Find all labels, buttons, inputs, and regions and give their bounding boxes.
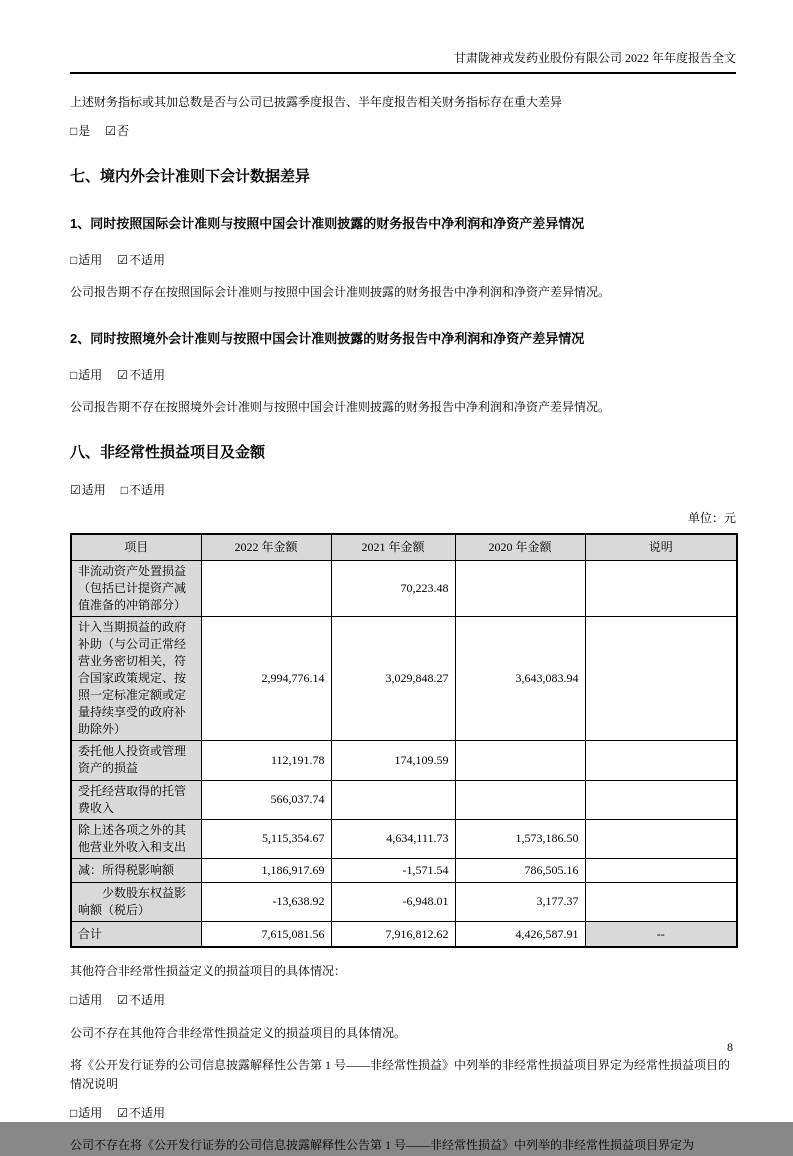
checkbox-label: 适用 — [78, 993, 103, 1008]
announcement-definition-text: 将《公开发行证券的公司信息披露解释性公告第 1 号——非经常性损益》中列举的非经常性损益项目界定为经常性损益项目的情况说明 — [70, 1057, 731, 1092]
value-cell-2020: 3,177.37 — [455, 882, 585, 921]
section-7-2-title: 2、同时按照境外会计准则与按照中国会计准则披露的财务报告中净利润和净资产差异情况 — [70, 331, 585, 347]
value-cell-2021: 70,223.48 — [331, 560, 455, 616]
checkbox-group-overseas-standards — [70, 366, 736, 385]
section-8-title: 八、非经常性损益项目及金额 — [70, 444, 266, 462]
table-row-disposal-gains — [71, 560, 737, 616]
value-cell-2022: 112,191.78 — [201, 740, 331, 780]
other-items-statement-text: 公司不存在其他符合非经常性损益定义的损益项目的具体情况。 — [70, 1025, 407, 1040]
checkbox-label: 不适用 — [129, 993, 166, 1008]
section-7-1-body: 公司报告期不存在按照国际会计准则与按照中国会计准则披露的财务报告中净利润和净资产差异情况。 — [70, 284, 611, 299]
document-header-title: 甘肃陇神戎发药业股份有限公司 2022 年年度报告全文 — [453, 51, 736, 65]
checkbox-unchecked-icon: □ — [70, 124, 78, 139]
pre-question-text: 上述财务指标或其加总数是否与公司已披露季度报告、半年度报告相关财务指标存在重大差异 — [70, 95, 563, 109]
checkbox-label: 否 — [117, 124, 130, 139]
note-cell-total: -- — [585, 921, 737, 947]
value-cell-2021: 7,916,812.62 — [331, 921, 455, 947]
checkbox-label: 适用 — [81, 482, 106, 497]
row-label-cell: 少数股东权益影响额（税后） — [71, 882, 201, 921]
checkbox-label: 适用 — [78, 368, 103, 383]
checkbox-option-applicable — [70, 253, 102, 267]
value-cell-2020 — [455, 780, 585, 819]
column-header-note: 说明 — [585, 534, 737, 560]
checkbox-label: 不适用 — [129, 368, 166, 383]
column-header-2022: 2022 年金额 — [201, 534, 331, 560]
checkbox-checked-icon: ☑ — [117, 993, 129, 1008]
row-label-cell: 非流动资产处置损益（包括已计提资产减值准备的冲销部分） — [71, 560, 201, 616]
checkbox-option-not-applicable — [117, 1106, 165, 1120]
table-row-custody-income — [71, 780, 737, 819]
checkbox-unchecked-icon: □ — [70, 368, 78, 383]
value-cell-2021: -1,571.54 — [331, 858, 455, 882]
checkbox-option-not-applicable — [117, 253, 165, 267]
announcement-statement-text: 公司不存在将《公开发行证券的公司信息披露解释性公告第 1 号——非经常性损益》中列举的非经常性损益项目界定为 — [70, 1138, 695, 1153]
checkbox-checked-icon: ☑ — [117, 368, 129, 383]
checkbox-option-not-applicable — [117, 993, 165, 1007]
note-cell — [585, 780, 737, 819]
value-cell-2021: 3,029,848.27 — [331, 616, 455, 740]
section-7-1-title: 1、同时按照国际会计准则与按照中国会计准则披露的财务报告中净利润和净资产差异情况 — [70, 215, 585, 231]
checkbox-checked-icon: ☑ — [105, 124, 117, 139]
section-7-title: 七、境内外会计准则下会计数据差异 — [70, 168, 311, 186]
note-cell — [585, 882, 737, 921]
page-number: 8 — [727, 1040, 733, 1054]
non-recurring-items-table — [70, 533, 738, 948]
table-row-entrusted-investment — [71, 740, 737, 780]
row-label-cell: 减：所得税影响额 — [71, 858, 201, 882]
note-cell — [585, 616, 737, 740]
checkbox-option-not-applicable — [117, 368, 165, 382]
value-cell-2022: -13,638.92 — [201, 882, 331, 921]
column-header-2020: 2020 年金额 — [455, 534, 585, 560]
table-row-income-tax-effect — [71, 858, 737, 882]
row-label-cell-total: 合计 — [71, 921, 201, 947]
section-7-2-body: 公司报告期不存在按照境外会计准则与按照中国会计准则披露的财务报告中净利润和净资产差异情况。 — [70, 400, 611, 415]
row-label-cell: 除上述各项之外的其他营业外收入和支出 — [71, 819, 201, 858]
header-divider — [70, 72, 736, 74]
note-cell — [585, 740, 737, 780]
note-cell — [585, 819, 737, 858]
checkbox-unchecked-icon: □ — [70, 1106, 78, 1121]
checkbox-unchecked-icon: □ — [70, 252, 78, 267]
value-cell-2021 — [331, 780, 455, 819]
checkbox-option-applicable — [70, 993, 102, 1007]
value-cell-2020: 3,643,083.94 — [455, 616, 585, 740]
value-cell-2020 — [455, 740, 585, 780]
checkbox-group-other-items — [70, 991, 736, 1010]
checkbox-checked-icon: ☑ — [117, 252, 129, 267]
checkbox-label: 是 — [78, 124, 91, 139]
column-header-item: 项目 — [71, 534, 201, 560]
checkbox-option-no — [105, 124, 129, 138]
table-row-government-subsidies — [71, 616, 737, 740]
other-items-intro-text: 其他符合非经常性损益定义的损益项目的具体情况： — [70, 964, 347, 979]
row-label-cell: 受托经营取得的托管费收入 — [71, 780, 201, 819]
value-cell-2020 — [455, 560, 585, 616]
checkbox-group-announcement-definition — [70, 1104, 736, 1123]
checkbox-label: 不适用 — [129, 1106, 166, 1121]
note-cell — [585, 560, 737, 616]
checkbox-group-intl-standards — [70, 251, 736, 270]
value-cell-2020: 786,505.16 — [455, 858, 585, 882]
checkbox-group-major-difference — [70, 122, 736, 141]
table-row-minority-interest-effect — [71, 882, 737, 921]
value-cell-2021: 4,634,111.73 — [331, 819, 455, 858]
checkbox-option-applicable — [70, 1106, 102, 1120]
checkbox-label: 不适用 — [129, 252, 166, 267]
checkbox-checked-icon: ☑ — [70, 482, 81, 497]
value-cell-2021: 174,109.59 — [331, 740, 455, 780]
checkbox-option-applicable — [70, 368, 102, 382]
checkbox-option-applicable — [70, 483, 106, 497]
value-cell-2022: 566,037.74 — [201, 780, 331, 819]
checkbox-label: 适用 — [78, 252, 103, 267]
value-cell-2022: 2,994,776.14 — [201, 616, 331, 740]
note-cell — [585, 858, 737, 882]
value-cell-2022: 7,615,081.56 — [201, 921, 331, 947]
checkbox-option-yes — [70, 124, 90, 138]
value-cell-2022: 5,115,354.67 — [201, 819, 331, 858]
checkbox-group-nonrecurring — [70, 481, 736, 500]
value-cell-2020: 1,573,186.50 — [455, 819, 585, 858]
value-cell-2020: 4,426,587.91 — [455, 921, 585, 947]
table-header-row — [71, 534, 737, 560]
row-label-cell: 计入当期损益的政府补助（与公司正常经营业务密切相关，符合国家政策规定、按照一定标准定额或定量持续享受的政府补助除外） — [71, 616, 201, 740]
checkbox-unchecked-icon: □ — [70, 993, 78, 1008]
value-cell-2022: 1,186,917.69 — [201, 858, 331, 882]
checkbox-option-not-applicable — [121, 483, 165, 497]
unit-label: 单位：元 — [687, 511, 736, 526]
checkbox-label: 不适用 — [129, 482, 166, 497]
checkbox-label: 适用 — [78, 1106, 103, 1121]
value-cell-2021: -6,948.01 — [331, 882, 455, 921]
value-cell-2022 — [201, 560, 331, 616]
column-header-2021: 2021 年金额 — [331, 534, 455, 560]
checkbox-checked-icon: ☑ — [117, 1106, 129, 1121]
row-label-cell: 委托他人投资或管理资产的损益 — [71, 740, 201, 780]
checkbox-unchecked-icon: □ — [120, 482, 129, 497]
table-row-total — [71, 921, 737, 947]
table-row-other-nonoperating — [71, 819, 737, 858]
